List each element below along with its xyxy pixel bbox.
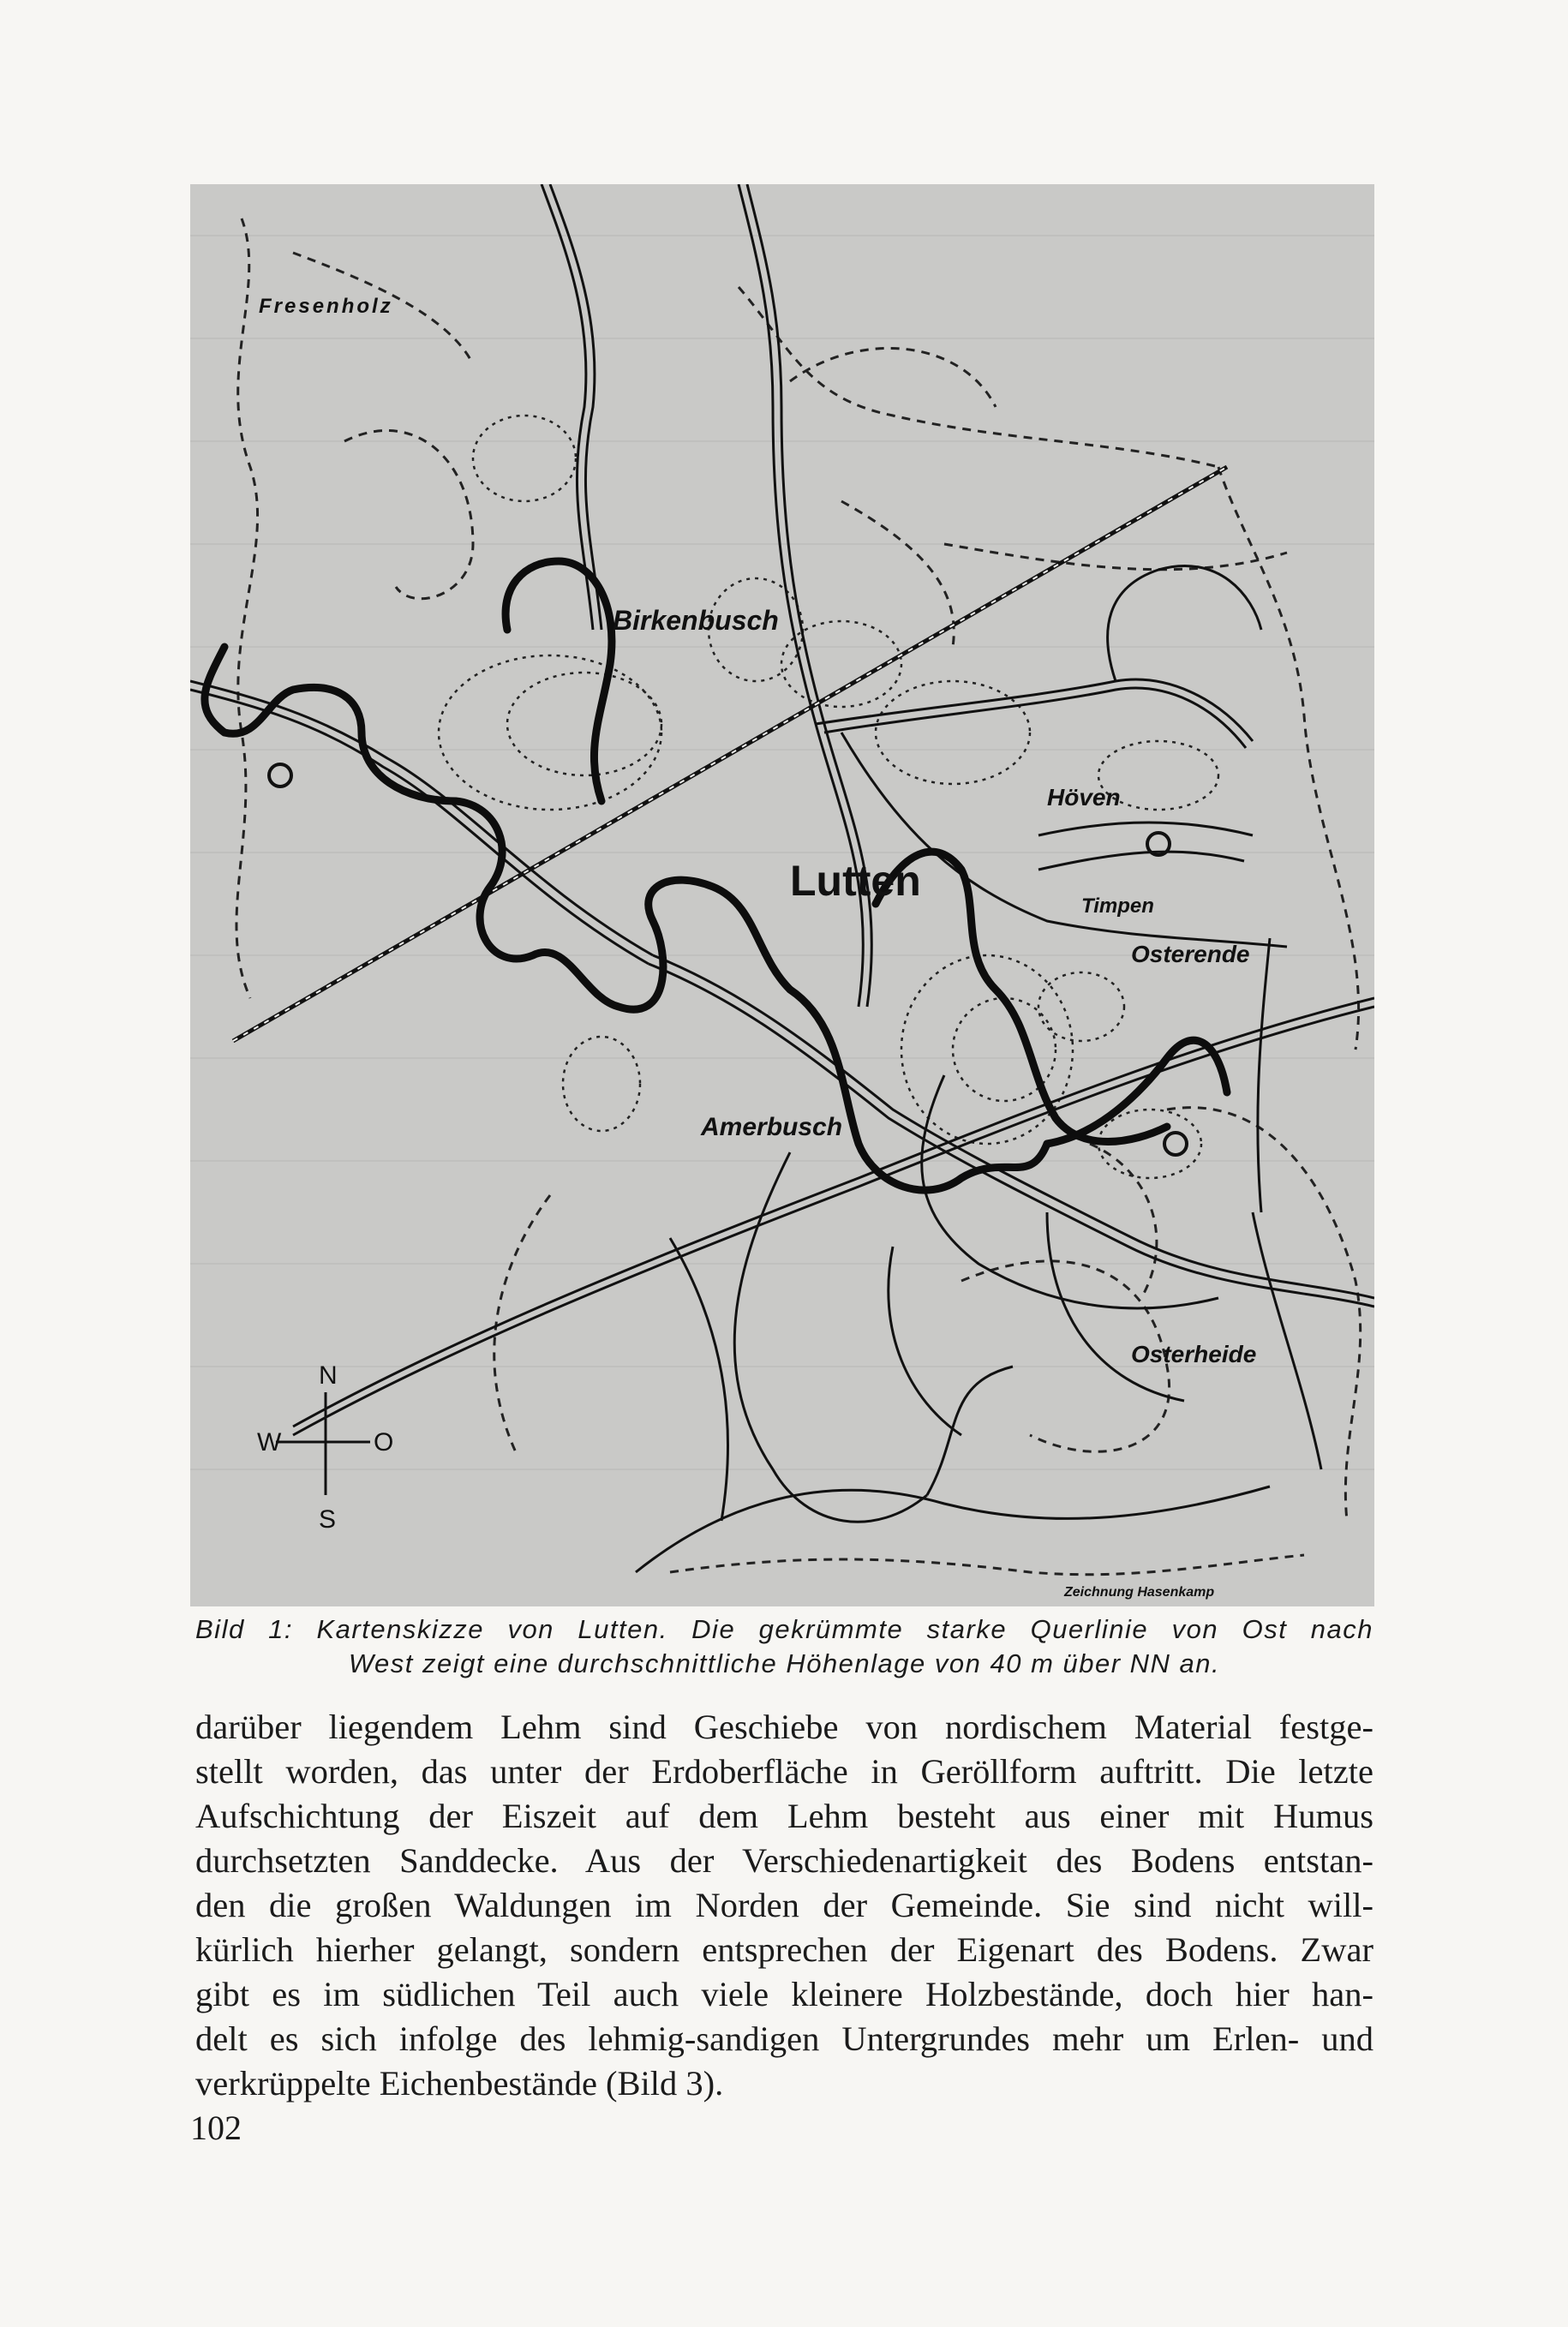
- body-line: den die großen Waldungen im Norden der Gemeinde. Sie sind nicht will-: [195, 1886, 1373, 1924]
- place-label-lutten: Lutten: [790, 857, 921, 905]
- body-line: kürlich hierher gelangt, sondern entsprechen der Eigenart des Bodens. Zwar: [195, 1930, 1373, 1969]
- sketch-map: [190, 184, 1374, 1606]
- body-line: verkrüppelte Eichenbestände (Bild 3).: [195, 2064, 724, 2103]
- compass-south-label: S: [319, 1505, 337, 1534]
- figure-caption: [195, 1612, 1373, 1681]
- place-label-osterende: Osterende: [1131, 941, 1250, 967]
- caption-line-2: West zeigt eine durchschnittliche Höhenlage von 40 m über NN an.: [348, 1648, 1221, 1678]
- map-figure: [190, 184, 1374, 1606]
- compass-east-label: O: [374, 1428, 394, 1457]
- map-credit: Zeichnung Hasenkamp: [1064, 1585, 1215, 1600]
- place-label-birkenbusch: Birkenbusch: [613, 605, 779, 636]
- compass-west-label: W: [257, 1428, 282, 1457]
- body-line: stellt worden, das unter der Erdoberfläche in Geröllform auftritt. Die letzte: [195, 1752, 1373, 1791]
- body-line: Aufschichtung der Eiszeit auf dem Lehm besteht aus einer mit Humus: [195, 1797, 1373, 1835]
- body-line: darüber liegendem Lehm sind Geschiebe von nordischem Material festge-: [195, 1708, 1373, 1746]
- body-paragraph: [195, 1705, 1373, 2106]
- place-label-amerbusch: Amerbusch: [701, 1113, 843, 1141]
- body-line: durchsetzten Sanddecke. Aus der Verschiedenartigkeit des Bodens entstan-: [195, 1841, 1373, 1880]
- place-label-timpen: Timpen: [1081, 894, 1154, 918]
- body-line: delt es sich infolge des lehmig-sandigen Untergrundes mehr um Erlen- und: [195, 2019, 1373, 2058]
- place-label-osterheide: Osterheide: [1131, 1341, 1257, 1367]
- compass-north-label: N: [319, 1361, 338, 1390]
- caption-line-1: Bild 1: Kartenskizze von Lutten. Die gekrümmte starke Querlinie von Ost nach: [195, 1614, 1373, 1644]
- page-number: 102: [190, 2109, 242, 2147]
- place-label-hoeven: Höven: [1047, 784, 1121, 811]
- place-label-fresenholz: Fresenholz: [259, 295, 393, 318]
- body-line: gibt es im südlichen Teil auch viele kleinere Holzbestände, doch hier han-: [195, 1975, 1373, 2013]
